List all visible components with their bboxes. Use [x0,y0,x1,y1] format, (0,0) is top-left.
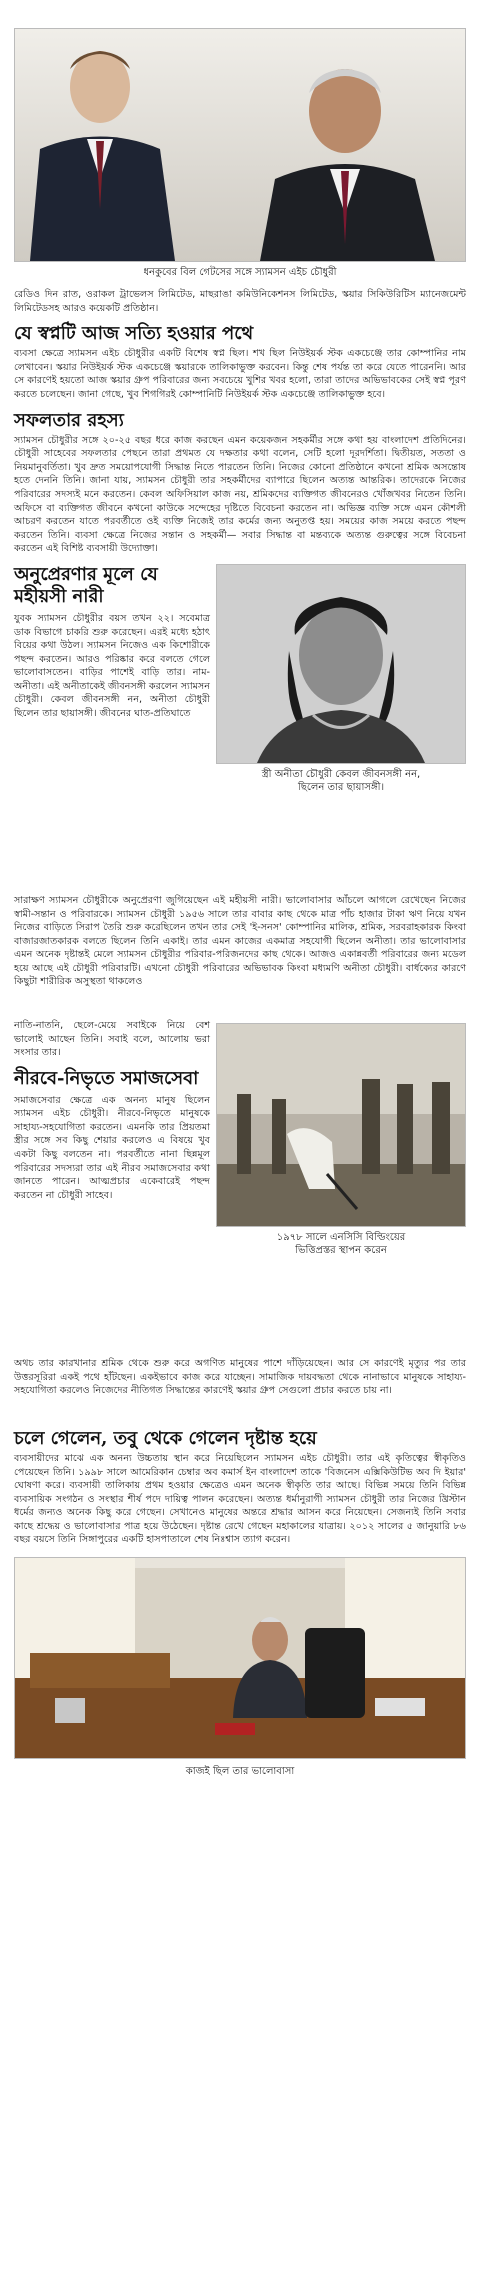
photo-bill-gates [14,28,466,262]
photo-anita-image [217,565,465,763]
photo-office-image [15,1558,465,1758]
photo-bill-gates-image [15,29,465,261]
section-body-social-wide: অথচ তার কারখানার শ্রমিক থেকে শুরু করে অগণিত মানুষের পাশে দাঁড়িয়েছেন। আর সে কারণেই মৃত্যুর পর তার উত্তরসূরিরা একই পথে হাঁটছেন। একইভাবে কাজ করে যাচ্ছেন। সামাজিক দায়বদ্ধতা থেকে নানাভাবে মানুষকে সাহায্য-সহযোগিতা করলেও নিজেদের নীতিগত সিদ্ধান্তের কারণেই স্কয়ার গ্রুপ সেগুলো প্রচার করতে চায় না। [14,1357,466,1397]
caption-photo1: ধনকুবের বিল গেটসের সঙ্গে স্যামসন এইচ চৌধুরী [143,267,337,278]
section-heading-success: সফলতার রহস্য [14,409,124,431]
section-body-dream: ব্যবসা ক্ষেত্রে স্যামসন এইচ চৌধুরীর একটি বিশেষ স্বপ্ন ছিল। শখ ছিল নিউইয়র্ক স্টক একচেঞ্জে তার কোম্পানির নাম লেখাবেন। স্কয়ার নিউইয়র্ক স্টক একচেঞ্জে স্কয়ারকে তালিকাভুক্ত করবেন। কিন্তু শেষ পর্যন্ত তা করে যেতে পারেননি। আর সে কারণেই হয়তো আজ স্কয়ার গ্রুপ পরিবারের জন্য সবচেয়ে খুশির খবর হলো, তারা তাদের অভিভাবকের সেই স্বপ্ন পূরণ করতে চলেছেন। জানা গেছে, খুব শিগগিরই কোম্পানিটি নিউইয়র্ক স্টক একচেঞ্জে তালিকাভুক্ত হবে। [14,348,466,400]
photo-anita-chowdhury [216,564,466,764]
section-heading-dream: যে স্বপ্নটি আজ সত্যি হওয়ার পথে [14,323,254,345]
section-body-inspiration-narrow: যুবক স্যামসন চৌধুরীর বয়স তখন ২২। সবেমাত্র ডাক বিভাগে চাকরি শুরু করেছেন। এরই মধ্যে হঠাৎ বিয়ের কথা উঠল। স্যামসন নিজেও এক কিশোরীকে পছন্দ করতেন। আরও পরিষ্কার করে বলতে গেলে ভালোবাসতেন। বাড়ির পাশেই বাড়ি তার। নাম- অনীতা। এই অনীতাকেই জীবনসঙ্গী করলেন স্যামসন চৌধুরী। কেবল জীবনসঙ্গী নন, অনীতা চৌধুরী ছিলেন তার ছায়াসঙ্গী। জীবনের ঘাত-প্রতিঘাতে [14,612,210,720]
section-heading-inspiration: অনুপ্রেরণার মূলে যে মহীয়সী নারী [14,563,158,607]
section-body-success: স্যামসন চৌধুরীর সঙ্গে ২০-২৫ বছর ধরে কাজ করছেন এমন কয়েকজন সহকর্মীর সঙ্গে কথা হয় বাংলাদেশ প্রতিদিনের। চৌধুরী সাহেবের সফলতার পেছনে তারা প্রথমত যে দক্ষতার কথা বলেন, সেটি হলো দূরদর্শিতা। দ্বিতীয়ত, সততা ও নিয়মানুবর্তিতা। খুব দ্রুত সময়োপযোগী সিদ্ধান্ত নিতে পারতেন তিনি। নিজের কোনো প্রতিষ্ঠানে কখনো শ্রমিক অসন্তোষ হতে দেননি তিনি। জানা যায়, স্যামসন চৌধুরী তার সহকর্মীদের ব্যাপারে ছিলেন অত্যন্ত আন্তরিক। তাদেরকে নিজের পরিবারের সদস্যই মনে করতেন। কেবল অফিসিয়াল কাজ নয়, শ্রমিকদের ব্যক্তিগত জীবনেরও খোঁজখবর নিতেন তিনি। অফিসে বা ব্যক্তিগত জীবনে কখনো কাউকে সন্দেহের দৃষ্টিতে বিবেচনা করতেন না। অভিজ্ঞ ব্যক্তি সঙ্গে এমন কৌশলী আচরণ করতেন যাতে পরবর্তীতে ওই ব্যক্তি নিজেই তার কর্মের জন্য অনুতপ্ত হয়। সময়ের কাজ সময়ে করতে পছন্দ করতেন তিনি। ব্যবসা ক্ষেত্রে নিজের সন্তান ও সহকর্মী— সবার সিদ্ধান্ত বা মন্তব্যকে অত্যন্ত গুরুত্বের সঙ্গে বিবেচনা করতেন এই বিশিষ্ট ব্যবসায়ী উদ্যোক্তা। [14,434,466,555]
photo-ncc-image [217,1024,465,1226]
section-social-service [14,1019,466,1424]
section-body-inspiration-tail: নাতি-নাতনি, ছেলে-মেয়ে সবাইকে নিয়ে বেশ ভালোই আছেন তিনি। সবাই বলে, আলোয় ভরা সংসার তার। [14,1019,210,1059]
caption-photo3: ১৯৭৮ সালে এনসিসি বিল্ডিংয়ের ভিত্তিপ্রস্তর স্থাপন করেন [276,1231,406,1256]
section-heading-social: নীরবে-নিভৃতে সমাজসেবা [14,1067,199,1089]
section-body-social-narrow: সমাজসেবার ক্ষেত্রে এক অনন্য মানুষ ছিলেন স্যামসন এইচ চৌধুরী। নীরবে-নিভৃতে মানুষকে সাহায্য-সহযোগিতা করতেন। এমনকি তার প্রিয়তমা স্ত্রীর সঙ্গে সব কিছু শেয়ার করলেও এ বিষয়ে খুব একটা কিছু বলতেন না। পরবর্তীতে নানা ছিন্নমূল পরিবারের সদস্যরা তার এই নীরব সমাজসেবার কথা জানতে পারেন। আত্মপ্রচার একেবারেই পছন্দ করতেন না চৌধুরী সাহেব। [14,1094,210,1201]
article-page [14,28,466,1778]
section-inspiration [14,564,466,1019]
photo-office [14,1557,466,1759]
intro-text: রেডিও দিন রাত, ওরাকল ট্রাভেলস লিমিটেড, মাছরাঙা কমিউনিকেশনস লিমিটেড, স্কয়ার সিকিউরিটিস ম্যানেজমেন্ট লিমিটেডসহ আরও কয়েকটি প্রতিষ্ঠান। [14,289,466,314]
caption-photo4: কাজই ছিল তার ভালোবাসা [185,1766,295,1778]
section-body-legacy: ব্যবসায়ীদের মাঝে এক অনন্য উচ্চতায় স্থান করে নিয়েছিলেন স্যামসন এইচ চৌধুরী। তার এই কৃতিত্বের স্বীকৃতিও পেয়েছেন তিনি। ১৯৯৮ সালে আমেরিকান চেম্বার অব কমার্স ইন বাংলাদেশ তাকে 'বিজনেস এক্সিকিউটিভ অব দি ইয়ার' ঘোষণা করে। ব্যবসায়ী তালিকায় প্রথম হওয়ার ক্ষেত্রেও এমন অনেক স্বীকৃতি তার আছে। বিভিন্ন সময়ে তিনি বিভিন্ন ব্যবসায়িক সংগঠন ও সংস্থার শীর্ষ পদে দায়িত্ব পালন করেছেন। অত্যন্ত ধর্মানুরাগী স্যামসন চৌধুরী তার নিজের খ্রিস্টান ধর্মের জন্যও অনেক কিছু করে গেছেন। সেখানেও মানুষের অন্তরে শ্রদ্ধার আসন করে নিয়েছেন। সেজন্যই তিনি সবার কাছে শ্রদ্ধেয় ও ভালোবাসার পাত্র হয়ে উঠেছেন। দৃষ্টান্ত রেখে গেছেন মহাকালের যাত্রায়। ২০১২ সালের ৫ জানুয়ারি ৮৬ বছর বয়সে তিনি সিঙ্গাপুরের একটি হাসপাতালে শেষ নিঃশ্বাস ত্যাগ করেন। [14,1452,466,1546]
caption-photo2: স্ত্রী অনীতা চৌধুরী কেবল জীবনসঙ্গী নন, ছিলেন তার ছায়াসঙ্গী। [261,768,421,793]
section-heading-legacy: চলে গেলেন, তবু থেকে গেলেন দৃষ্টান্ত হয়ে [14,1427,317,1449]
section-body-inspiration-wide: সারাক্ষণ স্যামসন চৌধুরীকে অনুপ্রেরণা জুগিয়েছেন এই মহীয়সী নারী। ভালোবাসার আঁচলে আগলে রেখেছেন নিজের স্বামী-সন্তান ও পরিবারকে। স্যামসন চৌধুরী ১৯৫৬ সালে তার বাবার কাছ থেকে মাত্র পাঁচ হাজার টাকা ঋণ নিয়ে যখন নিজের বাড়িতে সিরাপ তৈরি শুরু করেছিলেন তখন তার সেই 'ই-সনস' কোম্পানির মালিক, শ্রমিক, সরবরাহকারক কিংবা বাজারজাতকারক বলতে ছিলেন তিনি একাই। তার এমন কাজের একমাত্র সহযোগী ছিলেন অনীতা। তার ভালোবাসার এমন অনেক দৃষ্টান্তই মেলে স্যামসন চৌধুরীর পরিবার-পরিজনদের কাছ থেকে। আজও একান্নবর্তী পরিবারের জন্য মডেল হয়ে আছে এই চৌধুরী পরিবারটি। এখনো চৌধুরী পরিবারের অভিভাবক কিংবা মধ্যমণি অনীতা চৌধুরী। বার্ধক্যের কারণে কিছুটা শারীরিক অসুস্থতা থাকলেও [14,894,466,988]
photo-ncc-foundation [216,1023,466,1227]
